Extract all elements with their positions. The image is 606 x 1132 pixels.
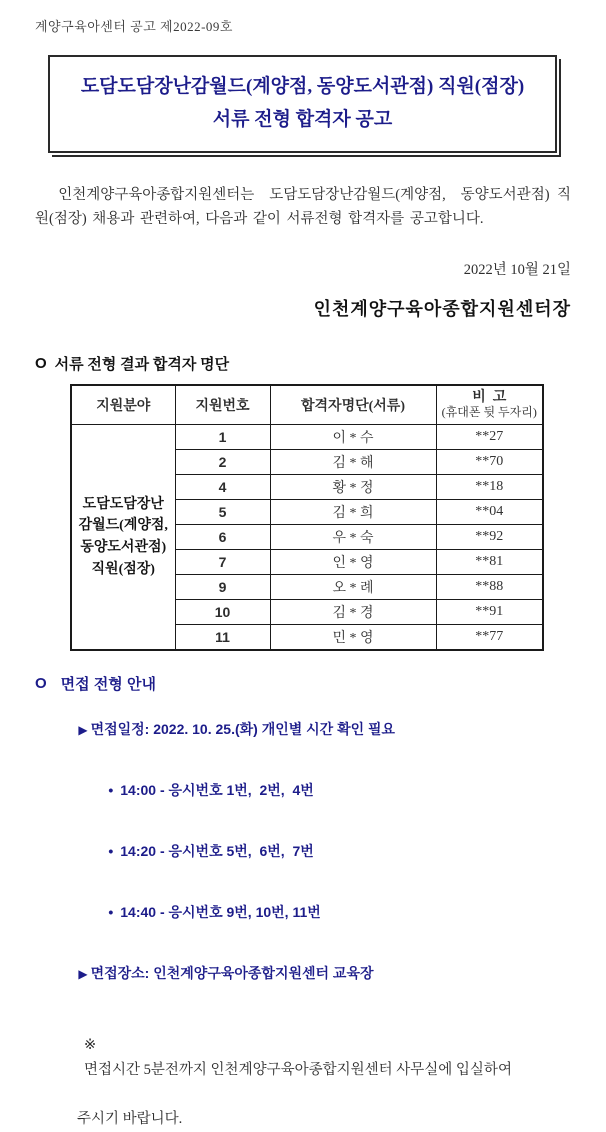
pass-name: 김 * 경: [270, 600, 436, 625]
interview-time-slot: [85, 825, 571, 877]
interview-time-slot: [85, 886, 571, 938]
category-line: 직원(점장): [91, 561, 155, 577]
announcement-date: 2022년 10월 21일: [463, 261, 571, 278]
application-no: 9: [175, 575, 270, 600]
pass-name: 이 * 수: [270, 425, 436, 450]
title-box: [48, 55, 557, 153]
phone-remark: **70: [436, 450, 543, 475]
title-line-2: 서류 전형 합격자 공고: [212, 109, 393, 131]
results-section-heading: [35, 353, 571, 374]
reference-mark-icon: ※: [84, 1037, 97, 1054]
category-cell: [71, 425, 175, 650]
doc-number: 계양구육아센터 공고 제2022-09호: [35, 19, 233, 34]
interview-time-text: 14:40 - 응시번호 9번, 10번, 11번: [120, 903, 321, 920]
phone-remark: **88: [436, 575, 543, 600]
pass-name: 인 * 영: [270, 550, 436, 575]
interview-heading-text: 면접 전형 안내: [60, 675, 156, 693]
note-block: [55, 1009, 571, 1132]
results-heading-text: 서류 전형 결과 합격자 명단: [54, 356, 230, 373]
announcement-paragraph: 인천계양구육아종합지원센터는 도담도담장난감월드(계양점, 동양도서관점) 직원(점장) 채용과 관련하여, 다음과 같이 서류전형 합격자를 공고합니다.: [35, 186, 571, 228]
application-no: 2: [175, 450, 270, 475]
note-text-1: 면접시간 5분전까지 인천계양구육아종합지원센터 사무실에 입실하여: [84, 1062, 512, 1079]
circle-bullet-icon: O: [35, 674, 47, 692]
table-header-row: [71, 385, 543, 425]
pass-name: 김 * 해: [270, 450, 436, 475]
phone-remark: **91: [436, 600, 543, 625]
pass-name: 우 * 숙: [270, 525, 436, 550]
header-remark-sub: (휴대폰 뒷 두자리): [441, 405, 537, 420]
title-line-1: 도담도담장난감월드(계양점, 동양도서관점) 직원(점장): [80, 76, 525, 97]
phone-remark: **18: [436, 475, 543, 500]
application-no: 11: [175, 625, 270, 650]
interview-time-text: 14:20 - 응시번호 5번, 6번, 7번: [120, 842, 314, 859]
application-no: 4: [175, 475, 270, 500]
phone-remark: **92: [436, 525, 543, 550]
table-row: [71, 425, 543, 450]
interview-section-heading: [35, 673, 571, 694]
category-line: 감월드(계양점,: [78, 518, 168, 534]
circle-bullet-icon: O: [35, 354, 47, 372]
pass-name: 김 * 희: [270, 500, 436, 525]
pass-name: 황 * 정: [270, 475, 436, 500]
application-no: 1: [175, 425, 270, 450]
header-application-no: 지원번호: [175, 385, 270, 425]
application-no: 5: [175, 500, 270, 525]
application-no: 10: [175, 600, 270, 625]
header-field: 지원분야: [71, 385, 175, 425]
interview-time-slot: [85, 764, 571, 816]
phone-remark: **04: [436, 500, 543, 525]
pass-name: 오 * 례: [270, 575, 436, 600]
dot-bullet-icon: •: [108, 781, 114, 798]
application-no: 6: [175, 525, 270, 550]
pass-results-table: [70, 384, 544, 651]
category-line: 도담도담장난: [82, 496, 164, 512]
triangle-bullet-icon: ▶: [78, 722, 88, 737]
interview-schedule-text: 면접일정: 2022. 10. 25.(화) 개인별 시간 확인 필요: [90, 720, 396, 737]
note-line-1: [55, 1009, 571, 1108]
header-remark: [436, 385, 543, 425]
signer-name: 인천계양구육아종합지원센터장: [313, 298, 571, 319]
interview-section: [35, 673, 571, 1132]
phone-remark: **27: [436, 425, 543, 450]
pass-name: 민 * 영: [270, 625, 436, 650]
application-no: 7: [175, 550, 270, 575]
category-line: 동양도서관점): [80, 540, 167, 556]
interview-location-text: 면접장소: 인천계양구육아종합지원센터 교육장: [90, 964, 374, 981]
interview-schedule-line: [55, 703, 571, 755]
header-remark-main: 비 고: [472, 390, 507, 406]
interview-time-text: 14:00 - 응시번호 1번, 2번, 4번: [120, 781, 314, 798]
triangle-bullet-icon: ▶: [78, 966, 88, 981]
header-pass-name: 합격자명단(서류): [270, 385, 436, 425]
dot-bullet-icon: •: [108, 903, 114, 920]
interview-location-line: [55, 947, 571, 999]
note-line-2: 주시기 바랍니다.: [77, 1111, 183, 1128]
phone-remark: **77: [436, 625, 543, 650]
phone-remark: **81: [436, 550, 543, 575]
dot-bullet-icon: •: [108, 842, 114, 859]
